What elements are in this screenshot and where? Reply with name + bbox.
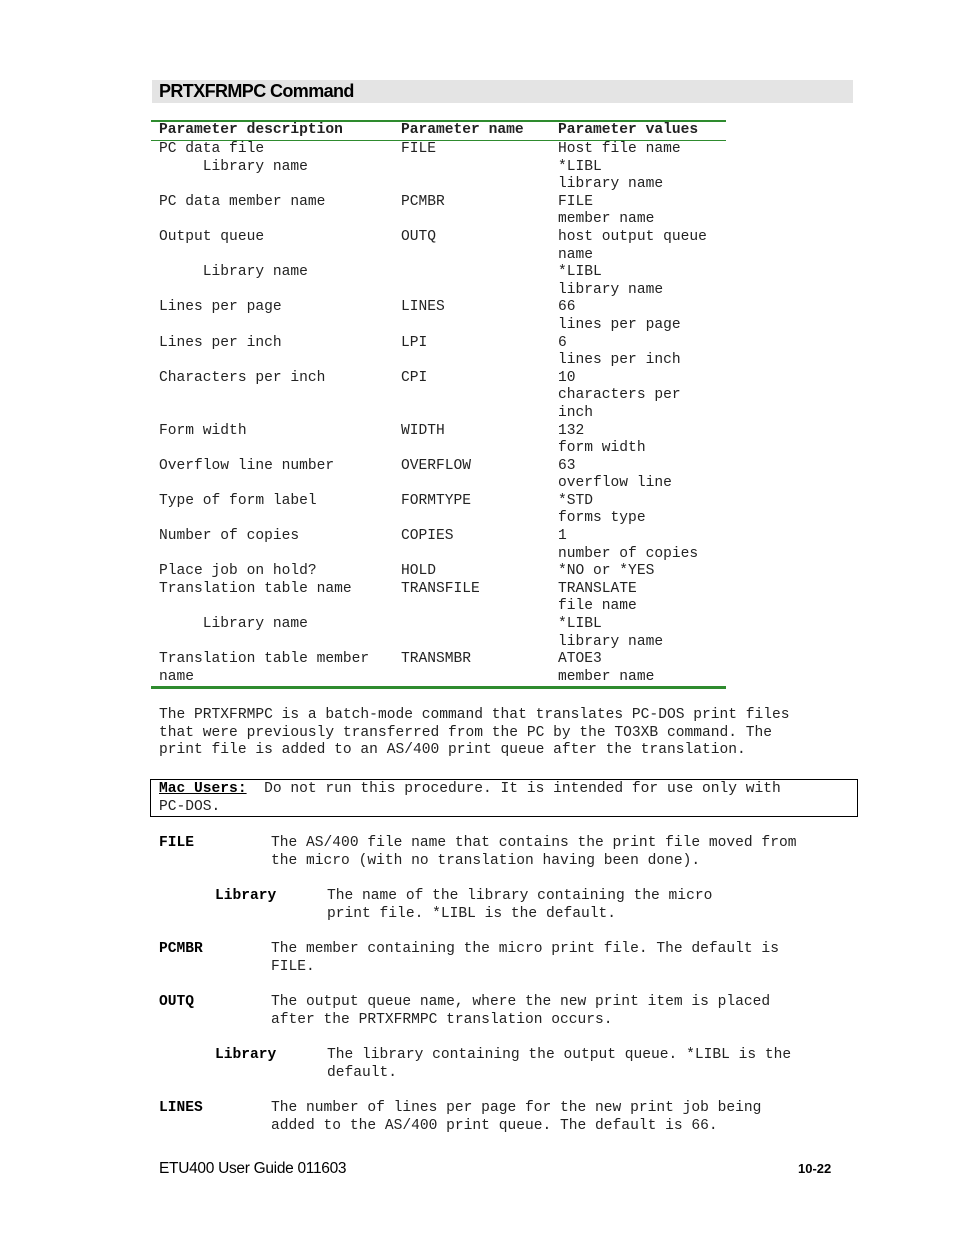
table-row-line — [151, 335, 726, 353]
definition-text: The AS/400 file name that contains the print file moved from — [271, 835, 797, 851]
table-row-line — [151, 282, 726, 300]
definition-text: default. — [327, 1065, 398, 1081]
cell-value: TRANSLATE — [558, 580, 637, 597]
footer-page-number: 10-22 — [798, 1161, 832, 1176]
cell-name: TRANSFILE — [401, 580, 480, 597]
cell-description: Type of form label — [159, 492, 317, 509]
table-row — [151, 370, 726, 423]
cell-value: 1 — [558, 528, 567, 545]
cell-description: PC data file — [159, 141, 265, 157]
table-row — [151, 141, 726, 194]
header-description: Parameter description — [159, 122, 343, 138]
cell-value: characters per — [558, 387, 681, 404]
header-name: Parameter name — [401, 122, 524, 138]
cell-value: member name — [558, 211, 655, 228]
definition-text: added to the AS/400 print queue. The default is 66. — [271, 1118, 718, 1134]
table-row — [151, 528, 726, 563]
table-row — [151, 458, 726, 493]
cell-description: Translation table member — [159, 651, 370, 668]
table-row-line — [151, 598, 726, 616]
cell-description: name — [159, 668, 195, 685]
table-row-line — [151, 423, 726, 441]
table-row-line — [151, 616, 726, 634]
note-label: Mac Users: — [159, 781, 247, 797]
table-body — [151, 141, 726, 686]
cell-description: PC data member name — [159, 193, 326, 210]
note-text — [159, 781, 781, 799]
cell-value: *LIBL — [558, 616, 602, 633]
cell-value: Host file name — [558, 141, 681, 157]
table-row-line — [151, 299, 726, 317]
definition-term: OUTQ — [159, 994, 195, 1010]
table-row-line — [151, 581, 726, 599]
cell-value: ATOE3 — [558, 651, 602, 668]
cell-description: Translation table name — [159, 580, 352, 597]
table-row-line — [151, 651, 726, 669]
cell-value: *LIBL — [558, 158, 602, 175]
definition-text: The output queue name, where the new print item is placed — [271, 994, 771, 1010]
table-row — [151, 493, 726, 528]
cell-description: Lines per page — [159, 299, 282, 316]
table-row-line — [151, 440, 726, 458]
definition-text: print file. *LIBL is the default. — [327, 906, 617, 922]
table-row-line — [151, 546, 726, 564]
cell-value: library name — [558, 281, 664, 298]
table-row-line — [151, 194, 726, 212]
cell-value: 63 — [558, 457, 576, 474]
intro-line: that were previously transferred from the PC by the TO3XB command. The — [159, 725, 773, 741]
cell-value: forms type — [558, 510, 646, 527]
footer-guide-title: ETU400 User Guide 011603 — [159, 1160, 347, 1177]
cell-value: lines per inch — [558, 352, 681, 369]
cell-value: member name — [558, 668, 655, 685]
table-row-line — [151, 176, 726, 194]
cell-name: PCMBR — [401, 193, 445, 210]
cell-value: overflow line — [558, 475, 672, 492]
header-values: Parameter values — [558, 122, 699, 138]
definition-term: Library — [215, 1047, 277, 1063]
table-row-line — [151, 493, 726, 511]
cell-value: 6 — [558, 334, 567, 351]
parameter-table — [151, 120, 726, 689]
cell-value: library name — [558, 633, 664, 650]
table-row — [151, 229, 726, 299]
table-row — [151, 335, 726, 370]
cell-description: Place job on hold? — [159, 563, 317, 580]
table-bottom-rule — [151, 686, 726, 689]
cell-description: Form width — [159, 422, 247, 439]
table-row-line — [151, 141, 726, 159]
cell-value: 10 — [558, 369, 576, 386]
definition-term: Library — [215, 888, 277, 904]
cell-name: LPI — [401, 334, 428, 351]
table-row — [151, 423, 726, 458]
definition-text: The name of the library containing the micro — [327, 888, 713, 904]
cell-value: 66 — [558, 299, 576, 316]
intro-line: The PRTXFRMPC is a batch-mode command that translates PC-DOS print files — [159, 707, 790, 723]
cell-value: *STD — [558, 492, 594, 509]
definition-text: The member containing the micro print file. The default is — [271, 941, 779, 957]
table-row-line — [151, 458, 726, 476]
definition-text: FILE. — [271, 959, 315, 975]
cell-description: Library name — [159, 264, 308, 281]
table-row-line — [151, 669, 726, 687]
cell-name: TRANSMBR — [401, 651, 472, 668]
cell-description: Output queue — [159, 228, 265, 245]
cell-name: OUTQ — [401, 228, 437, 245]
cell-value: 132 — [558, 422, 585, 439]
table-row — [151, 299, 726, 334]
definition-term: PCMBR — [159, 941, 203, 957]
cell-name: CPI — [401, 369, 428, 386]
definition-text: after the PRTXFRMPC translation occurs. — [271, 1012, 613, 1028]
cell-value: FILE — [558, 193, 594, 210]
cell-value: library name — [558, 176, 664, 193]
cell-name: OVERFLOW — [401, 457, 472, 474]
table-row-line — [151, 159, 726, 177]
cell-name: COPIES — [401, 528, 454, 545]
section-header-bar — [152, 80, 853, 103]
cell-description: Characters per inch — [159, 369, 326, 386]
cell-description: Library name — [159, 616, 308, 633]
table-row-line — [151, 247, 726, 265]
cell-description: Overflow line number — [159, 457, 335, 474]
table-row-line — [151, 370, 726, 388]
table-row-line — [151, 387, 726, 405]
cell-name: WIDTH — [401, 422, 445, 439]
table-row-line — [151, 634, 726, 652]
table-row-line — [151, 229, 726, 247]
table-row-line — [151, 528, 726, 546]
table-row-line — [151, 405, 726, 423]
cell-value: lines per page — [558, 316, 681, 333]
table-row-line — [151, 510, 726, 528]
cell-name: FILE — [401, 141, 437, 157]
definition-term: LINES — [159, 1100, 203, 1116]
cell-description: Number of copies — [159, 528, 300, 545]
cell-name: HOLD — [401, 563, 437, 580]
cell-value: number of copies — [558, 545, 699, 562]
table-row — [151, 651, 726, 686]
definition-text: The library containing the output queue. *LIBL is the — [327, 1047, 792, 1063]
cell-value: *NO or *YES — [558, 563, 655, 580]
definition-term: FILE — [159, 835, 195, 851]
cell-name: FORMTYPE — [401, 492, 472, 509]
table-row — [151, 194, 726, 229]
definition-text: The number of lines per page for the new print job being — [271, 1100, 762, 1116]
cell-value: host output queue — [558, 228, 707, 245]
cell-value: inch — [558, 404, 594, 421]
table-row-line — [151, 264, 726, 282]
cell-name: LINES — [401, 299, 445, 316]
table-header-row — [151, 122, 726, 140]
cell-value: file name — [558, 598, 637, 615]
cell-value: name — [558, 246, 594, 263]
table-row — [151, 563, 726, 651]
cell-value: *LIBL — [558, 264, 602, 281]
section-title: PRTXFRMPC Command — [159, 81, 354, 101]
table-row-line — [151, 563, 726, 581]
table-row-line — [151, 211, 726, 229]
cell-value: form width — [558, 440, 646, 457]
note-line-1: Do not run this procedure. It is intended for use only with — [246, 781, 781, 797]
table-row-line — [151, 475, 726, 493]
cell-description: Lines per inch — [159, 334, 282, 351]
table-row-line — [151, 317, 726, 335]
table-row-line — [151, 352, 726, 370]
intro-line: print file is added to an AS/400 print queue after the translation. — [159, 742, 746, 758]
note-line-2: PC-DOS. — [159, 799, 221, 815]
cell-description: Library name — [159, 158, 308, 175]
definition-text: the micro (with no translation having been done). — [271, 853, 701, 869]
mac-users-note — [150, 779, 858, 817]
